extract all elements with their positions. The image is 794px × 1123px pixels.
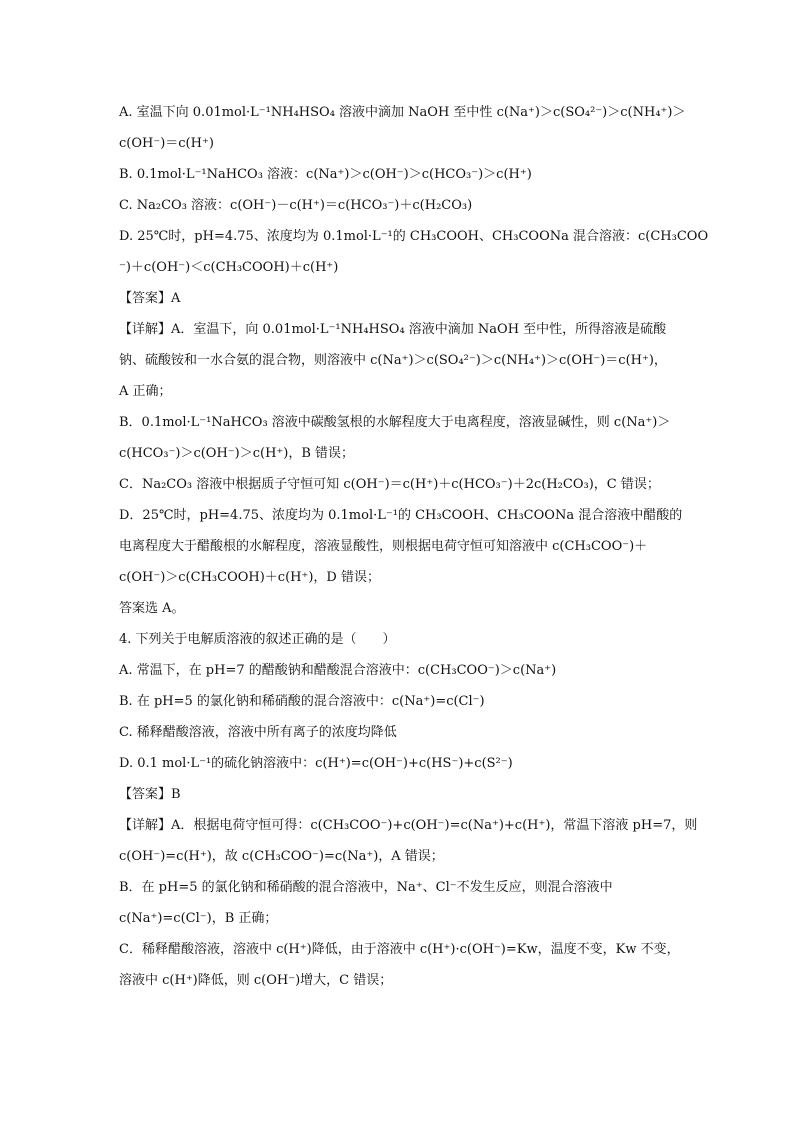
- explanation-line-2: 钠、硫酸铵和一水合氨的混合物，则溶液中 c(Na⁺)＞c(SO₄²⁻)＞c(NH₄⁺)＞c(OH⁻)＝c(H⁺)，: [119, 353, 667, 368]
- option-d-line-2: ⁻)＋c(OH⁻)＜c(CH₃COOH)＋c(H⁺): [119, 260, 339, 275]
- explanation-line-5: c(HCO₃⁻)＞c(OH⁻)＞c(H⁺)，B 错误；: [119, 446, 355, 461]
- answer-line: 【答案】A: [119, 291, 181, 306]
- option-a-line-1: A. 室温下向 0.01mol·L⁻¹NH₄HSO₄ 溶液中滴加 NaOH 至中性 c(Na⁺)＞c(SO₄²⁻)＞c(NH₄⁺)＞: [119, 105, 686, 120]
- question-4-option-d: D. 0.1 mol·L⁻¹的硫化钠溶液中：c(H⁺)=c(OH⁻)+c(HS⁻)+c(S²⁻): [119, 756, 513, 771]
- explanation-line-3: A 正确；: [119, 384, 172, 399]
- question-4-explanation-2: c(OH⁻)=c(H⁺)，故 c(CH₃COO⁻)=c(Na⁺)，A 错误；: [119, 849, 444, 864]
- question-4-answer: 【答案】B: [119, 787, 181, 802]
- explanation-line-4: B．0.1mol·L⁻¹NaHCO₃ 溶液中碳酸氢根的水解程度大于电离程度，溶液显碱性，则 c(Na⁺)＞: [119, 415, 671, 430]
- question-4-option-a: A. 常温下，在 pH=7 的醋酸钠和醋酸混合溶液中：c(CH₃COO⁻)＞c(Na⁺): [119, 663, 557, 678]
- option-d-line-1: D. 25℃时，pH=4.75、浓度均为 0.1mol·L⁻¹的 CH₃COOH、CH₃COONa 混合溶液：c(CH₃COO: [119, 229, 709, 244]
- question-4-explanation-6: 溶液中 c(H⁺)降低，则 c(OH⁻)增大，C 错误；: [119, 973, 393, 988]
- question-4-option-b: B. 在 pH=5 的氯化钠和稀硝酸的混合溶液中：c(Na⁺)=c(Cl⁻): [119, 694, 485, 709]
- option-a-line-2: c(OH⁻)＝c(H⁺): [119, 136, 214, 151]
- answer-choice-line: 答案选 A。: [119, 601, 185, 616]
- explanation-line-9: c(OH⁻)＞c(CH₃COOH)＋c(H⁺)，D 错误；: [119, 570, 380, 585]
- explanation-line-7: D．25℃时，pH=4.75、浓度均为 0.1mol·L⁻¹的 CH₃COOH、CH₃COONa 混合溶液中醋酸的: [119, 508, 683, 523]
- question-4-explanation-3: B．在 pH=5 的氯化钠和稀硝酸的混合溶液中，Na⁺、Cl⁻不发生反应，则混合溶液中: [119, 880, 613, 895]
- question-4-stem: 4. 下列关于电解质溶液的叙述正确的是（ ）: [119, 632, 396, 647]
- question-4-explanation-5: C．稀释醋酸溶液，溶液中 c(H⁺)降低，由于溶液中 c(H⁺)·c(OH⁻)=Kw，温度不变，Kw 不变，: [119, 942, 680, 957]
- option-c-line: C. Na₂CO₃ 溶液：c(OH⁻)－c(H⁺)＝c(HCO₃⁻)＋c(H₂CO₃): [119, 198, 473, 213]
- question-4-option-c: C. 稀释醋酸溶液，溶液中所有离子的浓度均降低: [119, 725, 397, 740]
- question-4-explanation-1: 【详解】A．根据电荷守恒可得：c(CH₃COO⁻)+c(OH⁻)=c(Na⁺)+c(H⁺)，常温下溶液 pH=7，则: [119, 818, 698, 833]
- explanation-line-6: C．Na₂CO₃ 溶液中根据质子守恒可知 c(OH⁻)＝c(H⁺)＋c(HCO₃⁻)＋2c(H₂CO₃)，C 错误；: [119, 477, 660, 492]
- explanation-line-8: 电离程度大于醋酸根的水解程度，溶液显酸性，则根据电荷守恒可知溶液中 c(CH₃COO⁻)＋: [119, 539, 648, 554]
- question-4-explanation-4: c(Na⁺)=c(Cl⁻)，B 正确；: [119, 911, 278, 926]
- explanation-line-1: 【详解】A．室温下，向 0.01mol·L⁻¹NH₄HSO₄ 溶液中滴加 NaOH 至中性，所得溶液是硫酸: [119, 322, 667, 337]
- option-b-line: B. 0.1mol·L⁻¹NaHCO₃ 溶液：c(Na⁺)＞c(OH⁻)＞c(HCO₃⁻)＞c(H⁺): [119, 167, 532, 182]
